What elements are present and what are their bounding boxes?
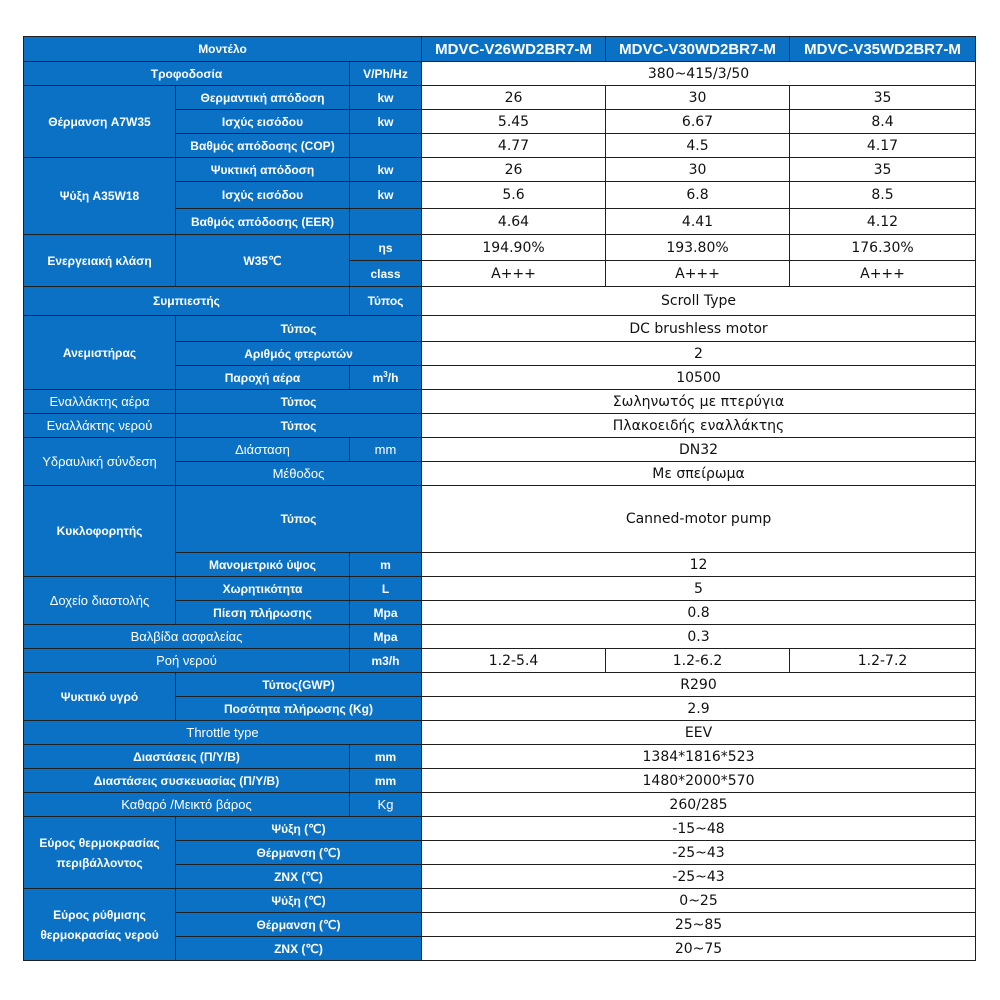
refrigerant-type-label: Τύπος(GWP) — [176, 673, 422, 697]
energy-class-value: A+++ — [790, 261, 976, 287]
heating-label: Θέρμανση A7W35 — [24, 86, 176, 158]
heating-value: 26 — [422, 86, 606, 110]
energy-class-value: 176.30% — [790, 235, 976, 261]
energy-class-value: 194.90% — [422, 235, 606, 261]
water-flow-value: 1.2-6.2 — [606, 649, 790, 673]
water-range-row-label: Θέρμανση (℃) — [176, 913, 422, 937]
table-row — [24, 390, 976, 414]
cooling-row-unit — [350, 209, 422, 235]
weight-label: Καθαρό /Μεικτό βάρος — [24, 793, 350, 817]
table-row — [24, 793, 976, 817]
heating-value: 4.5 — [606, 134, 790, 158]
compressor-label: Συμπιεστής — [24, 287, 350, 316]
ambient-range-row-label: Ψύξη (℃) — [176, 817, 422, 841]
cooling-value: 5.6 — [422, 182, 606, 209]
energy-class-value: A+++ — [606, 261, 790, 287]
energy-class-value: 193.80% — [606, 235, 790, 261]
energy-class-unit: ηs — [350, 235, 422, 261]
table-row — [24, 414, 976, 438]
model-label: Μοντέλο — [24, 37, 422, 62]
airflow-unit-base: m — [372, 371, 384, 385]
heating-value: 35 — [790, 86, 976, 110]
heating-value: 6.67 — [606, 110, 790, 134]
table-row — [24, 745, 976, 769]
weight-value: 260/285 — [422, 793, 976, 817]
table-row — [24, 316, 976, 342]
power-supply-unit: V/Ph/Hz — [350, 62, 422, 86]
cooling-row-label: Ψυκτική απόδοση — [176, 158, 350, 182]
table-row — [24, 673, 976, 697]
table-row — [24, 62, 976, 86]
model-name-3: MDVC-V35WD2BR7-M — [790, 37, 976, 62]
cooling-row-unit: kw — [350, 182, 422, 209]
circulator-label: Κυκλοφορητής — [24, 486, 176, 577]
cooling-row-unit: kw — [350, 158, 422, 182]
cooling-value: 30 — [606, 158, 790, 182]
water-flow-value: 1.2-7.2 — [790, 649, 976, 673]
ambient-range-label — [24, 817, 176, 889]
ambient-range-row-label: Θέρμανση (℃) — [176, 841, 422, 865]
cooling-value: 8.5 — [790, 182, 976, 209]
heating-row-label: Ισχύς εισόδου — [176, 110, 350, 134]
ambient-range-value: -25~43 — [422, 865, 976, 889]
refrigerant-type-value: R290 — [422, 673, 976, 697]
expansion-tank-label: Δοχείο διαστολής — [24, 577, 176, 625]
water-flow-unit: m3/h — [350, 649, 422, 673]
refrigerant-charge-label: Ποσότητα πλήρωσης (Kg) — [176, 697, 422, 721]
cooling-value: 6.8 — [606, 182, 790, 209]
water-flow-value: 1.2-5.4 — [422, 649, 606, 673]
expansion-capacity-unit: L — [350, 577, 422, 601]
compressor-value: Scroll Type — [422, 287, 976, 316]
heating-value: 5.45 — [422, 110, 606, 134]
energy-class-unit: class — [350, 261, 422, 287]
circulator-head-unit: m — [350, 553, 422, 577]
cooling-row-label: Βαθμός απόδοσης (EER) — [176, 209, 350, 235]
fan-type-value: DC brushless motor — [422, 316, 976, 342]
weight-unit: Kg — [350, 793, 422, 817]
table-row — [24, 37, 976, 62]
air-exchanger-value: Σωληνωτός με πτερύγια — [422, 390, 976, 414]
circulator-type-label: Τύπος — [176, 486, 422, 553]
dimensions-unit: mm — [350, 745, 422, 769]
fan-blades-label: Αριθμός φτερωτών — [176, 342, 422, 366]
water-range-value: 25~85 — [422, 913, 976, 937]
heating-row-label: Βαθμός απόδοσης (COP) — [176, 134, 350, 158]
package-dimensions-unit: mm — [350, 769, 422, 793]
fan-label: Ανεμιστήρας — [24, 316, 176, 390]
water-range-label-line1: Εύρος ρύθμισης — [53, 907, 146, 922]
package-dimensions-value: 1480*2000*570 — [422, 769, 976, 793]
ambient-range-value: -15~48 — [422, 817, 976, 841]
water-exchanger-label: Εναλλάκτης νερού — [24, 414, 176, 438]
airflow-unit-suffix: /h — [387, 371, 399, 385]
ambient-range-row-label: ZNX (℃) — [176, 865, 422, 889]
water-exchanger-type-label: Τύπος — [176, 414, 422, 438]
hydraulic-size-value: DN32 — [422, 438, 976, 462]
cooling-row-label: Ισχύς εισόδου — [176, 182, 350, 209]
package-dimensions-label: Διαστάσεις συσκευασίας (Π/Υ/Β) — [24, 769, 350, 793]
circulator-type-value: Canned-motor pump — [422, 486, 976, 553]
hydraulic-size-unit: mm — [350, 438, 422, 462]
model-name-2: MDVC-V30WD2BR7-M — [606, 37, 790, 62]
table-row — [24, 769, 976, 793]
hydraulic-method-value: Με σπείρωμα — [422, 462, 976, 486]
dimensions-value: 1384*1816*523 — [422, 745, 976, 769]
table-row — [24, 486, 976, 553]
safety-valve-label: Βαλβίδα ασφαλείας — [24, 625, 350, 649]
safety-valve-value: 0.3 — [422, 625, 976, 649]
power-supply-value: 380~415/3/50 — [422, 62, 976, 86]
refrigerant-charge-value: 2.9 — [422, 697, 976, 721]
fan-blades-value: 2 — [422, 342, 976, 366]
fan-airflow-value: 10500 — [422, 366, 976, 390]
circulator-head-value: 12 — [422, 553, 976, 577]
fan-airflow-label: Παροχή αέρα — [176, 366, 350, 390]
cooling-value: 4.12 — [790, 209, 976, 235]
water-range-value: 20~75 — [422, 937, 976, 961]
model-name-1: MDVC-V26WD2BR7-M — [422, 37, 606, 62]
table-row — [24, 287, 976, 316]
spec-table — [23, 36, 976, 961]
energy-class-label: Ενεργειακή κλάση — [24, 235, 176, 287]
water-range-label — [24, 889, 176, 961]
water-range-row-label: ZNX (℃) — [176, 937, 422, 961]
circulator-head-label: Μανομετρικό ύψος — [176, 553, 350, 577]
heating-value: 4.17 — [790, 134, 976, 158]
heating-row-unit: kw — [350, 110, 422, 134]
compressor-unit: Τύπος — [350, 287, 422, 316]
heating-row-label: Θερμαντική απόδοση — [176, 86, 350, 110]
expansion-pressure-unit: Mpa — [350, 601, 422, 625]
air-exchanger-label: Εναλλάκτης αέρα — [24, 390, 176, 414]
table-row — [24, 817, 976, 841]
heating-row-unit — [350, 134, 422, 158]
table-row — [24, 649, 976, 673]
heating-row-unit: kw — [350, 86, 422, 110]
throttle-value: EEV — [422, 721, 976, 745]
water-range-row-label: Ψύξη (℃) — [176, 889, 422, 913]
hydraulic-label: Υδραυλική σύνδεση — [24, 438, 176, 486]
hydraulic-method-label: Μέθοδος — [176, 462, 422, 486]
cooling-value: 35 — [790, 158, 976, 182]
water-exchanger-value: Πλακοειδής εναλλάκτης — [422, 414, 976, 438]
ambient-range-label-line2: περιβάλλοντος — [56, 855, 143, 870]
water-range-label-line2: θερμοκρασίας νερού — [40, 927, 159, 942]
table-row — [24, 86, 976, 110]
safety-valve-unit: Mpa — [350, 625, 422, 649]
fan-airflow-unit — [350, 366, 422, 390]
hydraulic-size-label: Διάσταση — [176, 438, 350, 462]
table-row — [24, 438, 976, 462]
ambient-range-label-line1: Εύρος θερμοκρασίας — [39, 835, 160, 850]
water-flow-label: Ροή νερού — [24, 649, 350, 673]
table-row — [24, 721, 976, 745]
throttle-label: Throttle type — [24, 721, 422, 745]
table-row — [24, 625, 976, 649]
expansion-capacity-value: 5 — [422, 577, 976, 601]
expansion-capacity-label: Χωρητικότητα — [176, 577, 350, 601]
refrigerant-label: Ψυκτικό υγρό — [24, 673, 176, 721]
energy-class-value: A+++ — [422, 261, 606, 287]
air-exchanger-type-label: Τύπος — [176, 390, 422, 414]
table-row — [24, 577, 976, 601]
table-row — [24, 889, 976, 913]
cooling-label: Ψύξη A35W18 — [24, 158, 176, 235]
expansion-pressure-value: 0.8 — [422, 601, 976, 625]
power-supply-label: Τροφοδοσία — [24, 62, 350, 86]
heating-value: 30 — [606, 86, 790, 110]
cooling-value: 4.41 — [606, 209, 790, 235]
energy-class-condition: W35℃ — [176, 235, 350, 287]
fan-type-label: Τύπος — [176, 316, 422, 342]
table-row — [24, 158, 976, 182]
heating-value: 8.4 — [790, 110, 976, 134]
expansion-pressure-label: Πίεση πλήρωσης — [176, 601, 350, 625]
cooling-value: 26 — [422, 158, 606, 182]
airflow-unit-exponent: 3 — [383, 370, 388, 379]
heating-value: 4.77 — [422, 134, 606, 158]
cooling-value: 4.64 — [422, 209, 606, 235]
ambient-range-value: -25~43 — [422, 841, 976, 865]
water-range-value: 0~25 — [422, 889, 976, 913]
dimensions-label: Διαστάσεις (Π/Υ/Β) — [24, 745, 350, 769]
table-row — [24, 235, 976, 261]
